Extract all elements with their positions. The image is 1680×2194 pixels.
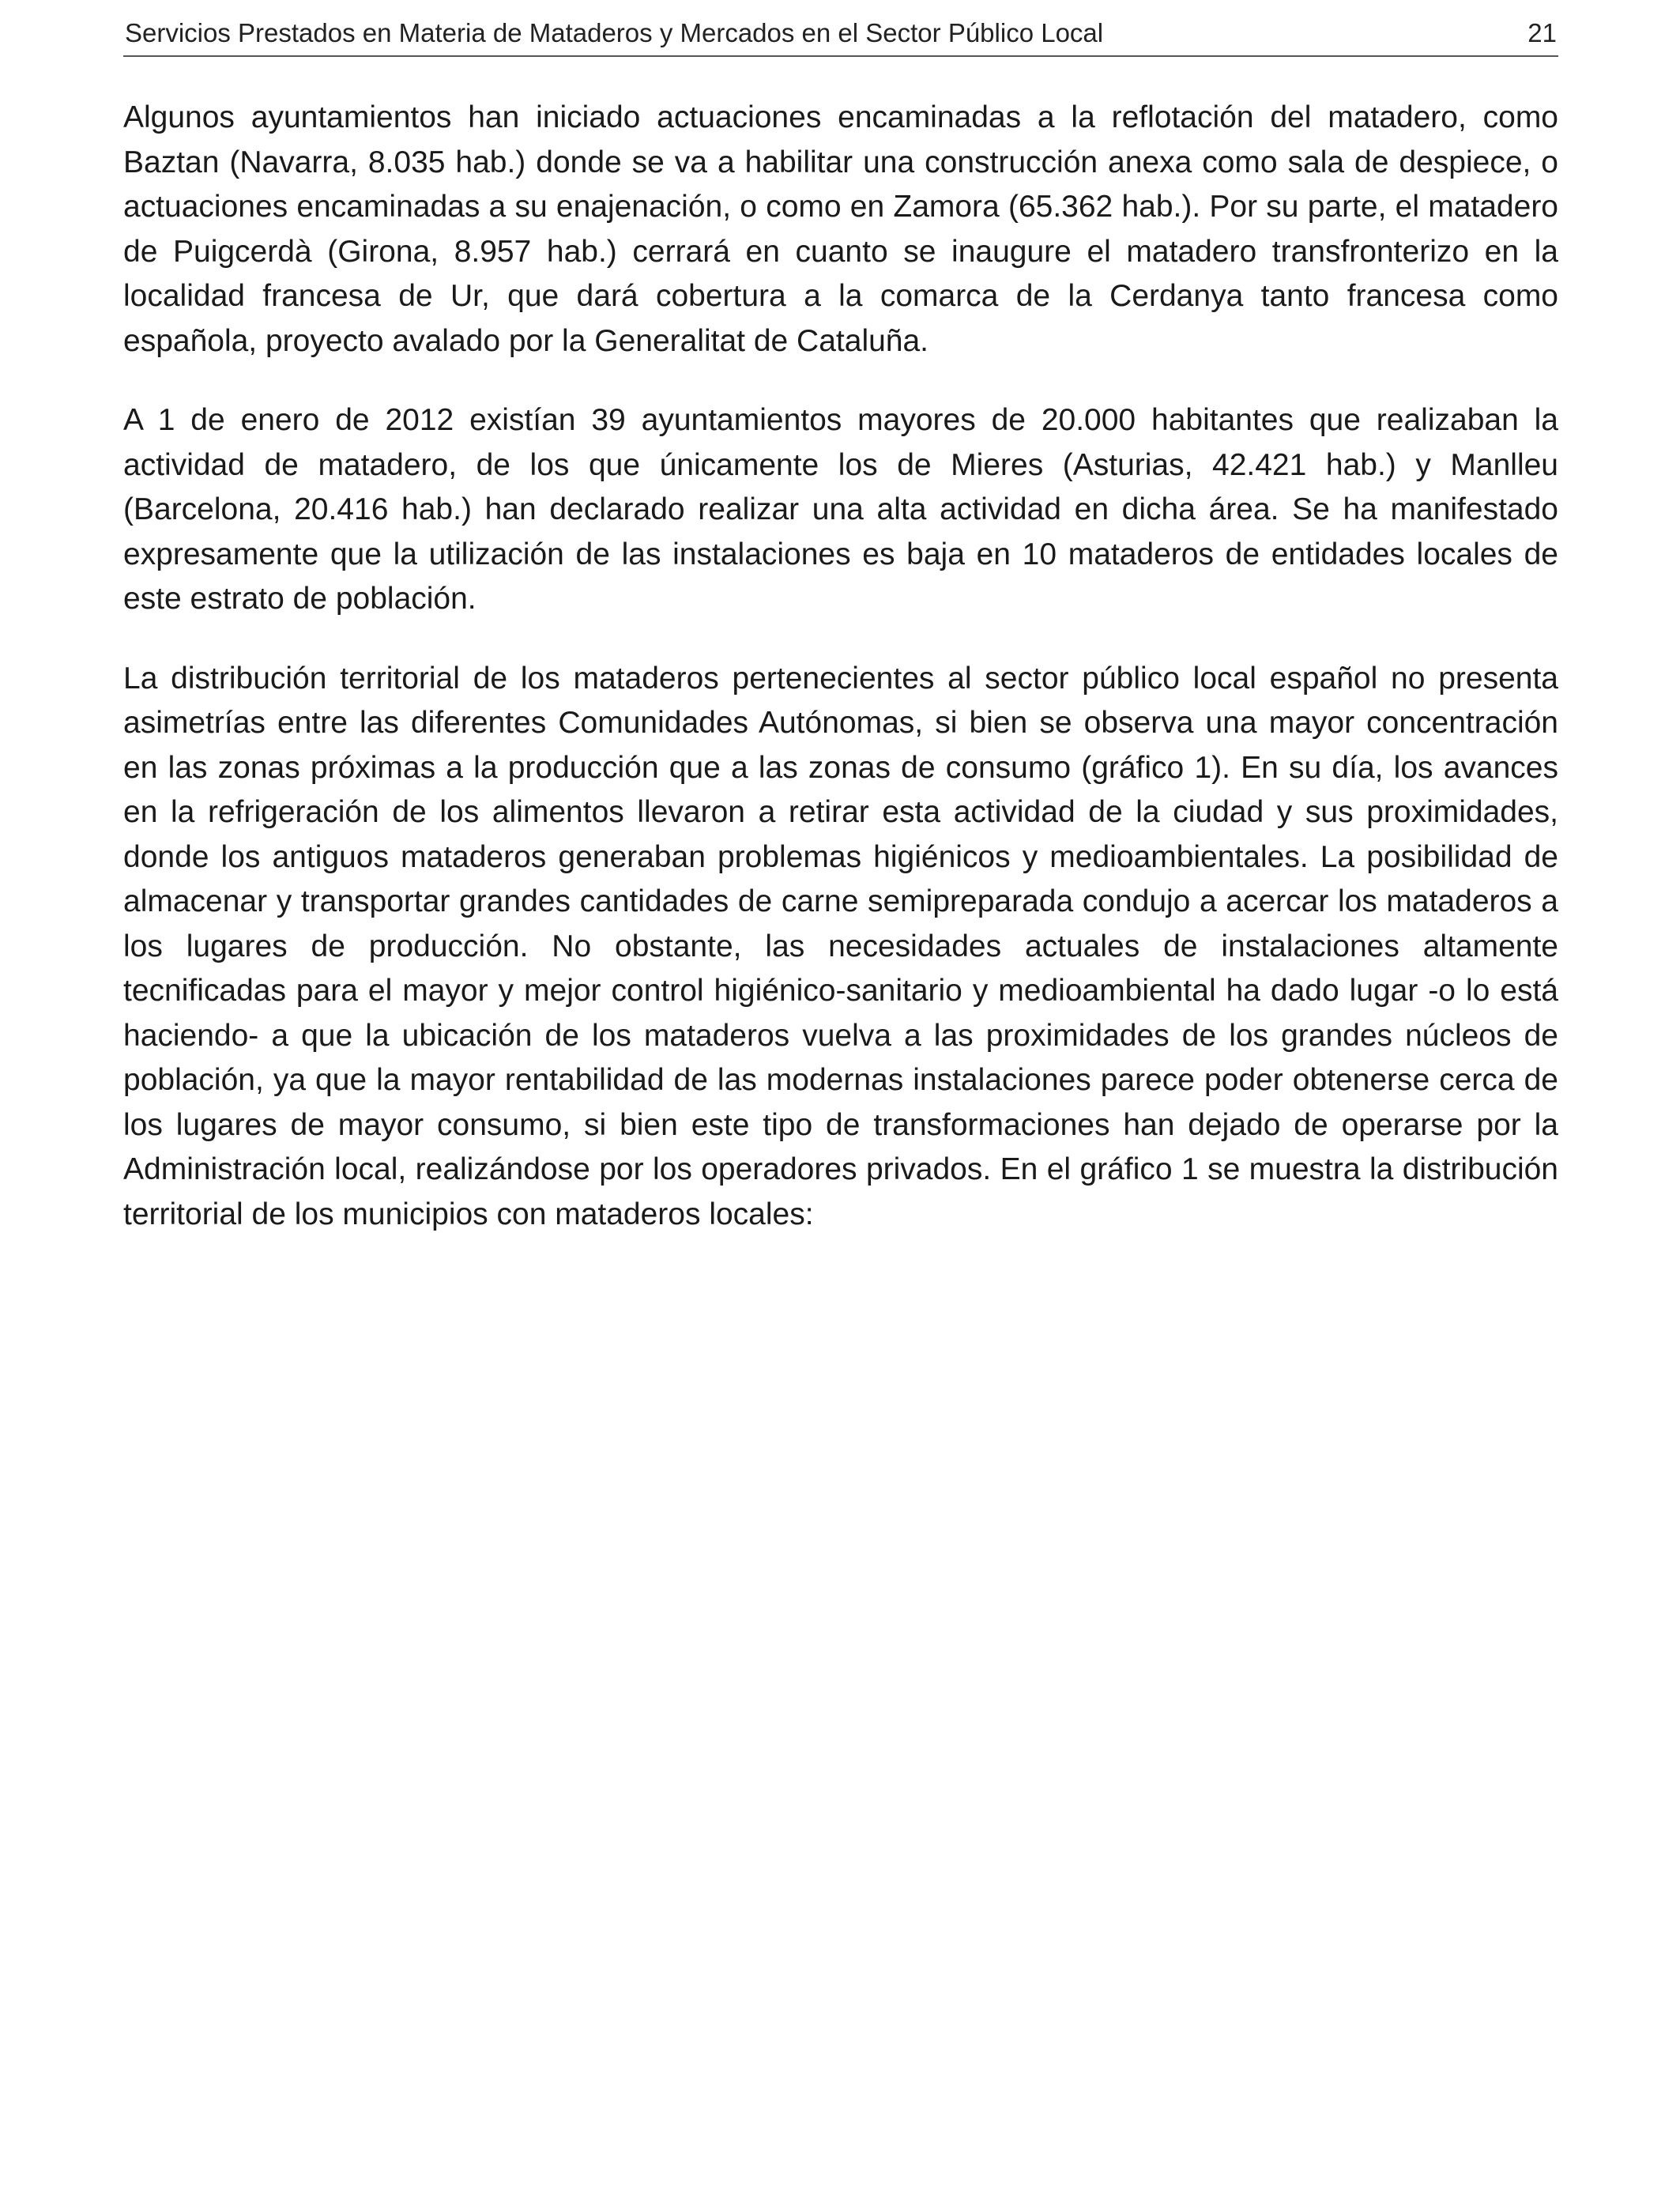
page-header — [123, 14, 1558, 57]
running-header-title: Servicios Prestados en Materia de Mataderos y Mercados en el Sector Público Local — [125, 18, 1104, 47]
body-text — [123, 96, 1558, 1272]
paragraph-reflotacion: Algunos ayuntamientos han iniciado actuaciones encaminadas a la reflotación del matadero, como Baztan (Navarra, 8.035 hab.) donde se va a habilitar una construcción anexa como sala de despiece, o actuaciones encaminadas a su enajenación, o como en Zamora (65.362 hab.). Por su parte, el matadero de Puigcerdà (Girona, 8.957 hab.) cerrará en cuanto se inaugure el matadero transfronterizo en la localidad francesa de Ur, que dará cobertura a la comarca de la Cerdanya tanto francesa como española, proyecto avalado por la Generalitat de Cataluña. — [123, 100, 1558, 358]
paragraph-ayuntamientos-2012: A 1 de enero de 2012 existían 39 ayuntamientos mayores de 20.000 habitantes que realizaban la actividad de matadero, de los que únicamente los de Mieres (Asturias, 42.421 hab.) y Manlleu (Barcelona, 20.416 hab.) han declarado realizar una alta actividad en dicha área. Se ha manifestado expresamente que la utilización de las instalaciones es baja en 10 mataderos de entidades locales de este estrato de población. — [123, 403, 1558, 616]
paragraph-distribucion-territorial: La distribución territorial de los mataderos pertenecientes al sector público local español no presenta asimetrías entre las diferentes Comunidades Autónomas, si bien se observa una mayor concentración en las zonas próximas a la producción que a las zonas de consumo (gráfico 1). En su día, los avances en la refrigeración de los alimentos llevaron a retirar esta actividad de la ciudad y sus proximidades, donde los antiguos mataderos generaban problemas higiénicos y medioambientales. La posibilidad de almacenar y transportar grandes cantidades de carne semipreparada condujo a acercar los mataderos a los lugares de producción. No obstante, las necesidades actuales de instalaciones altamente tecnificadas para el mayor y mejor control higiénico-sanitario y medioambiental ha dado lugar -o lo está haciendo- a que la ubicación de los mataderos vuelva a las proximidades de los grandes núcleos de población, ya que la mayor rentabilidad de las modernas instalaciones parece poder obtenerse cerca de los lugares de mayor consumo, si bien este tipo de transformaciones han dejado de operarse por la Administración local, realizándose por los operadores privados. En el gráfico 1 se muestra la distribución territorial de los municipios con mataderos locales: — [123, 661, 1558, 1231]
page-number: 21 — [1527, 18, 1557, 47]
